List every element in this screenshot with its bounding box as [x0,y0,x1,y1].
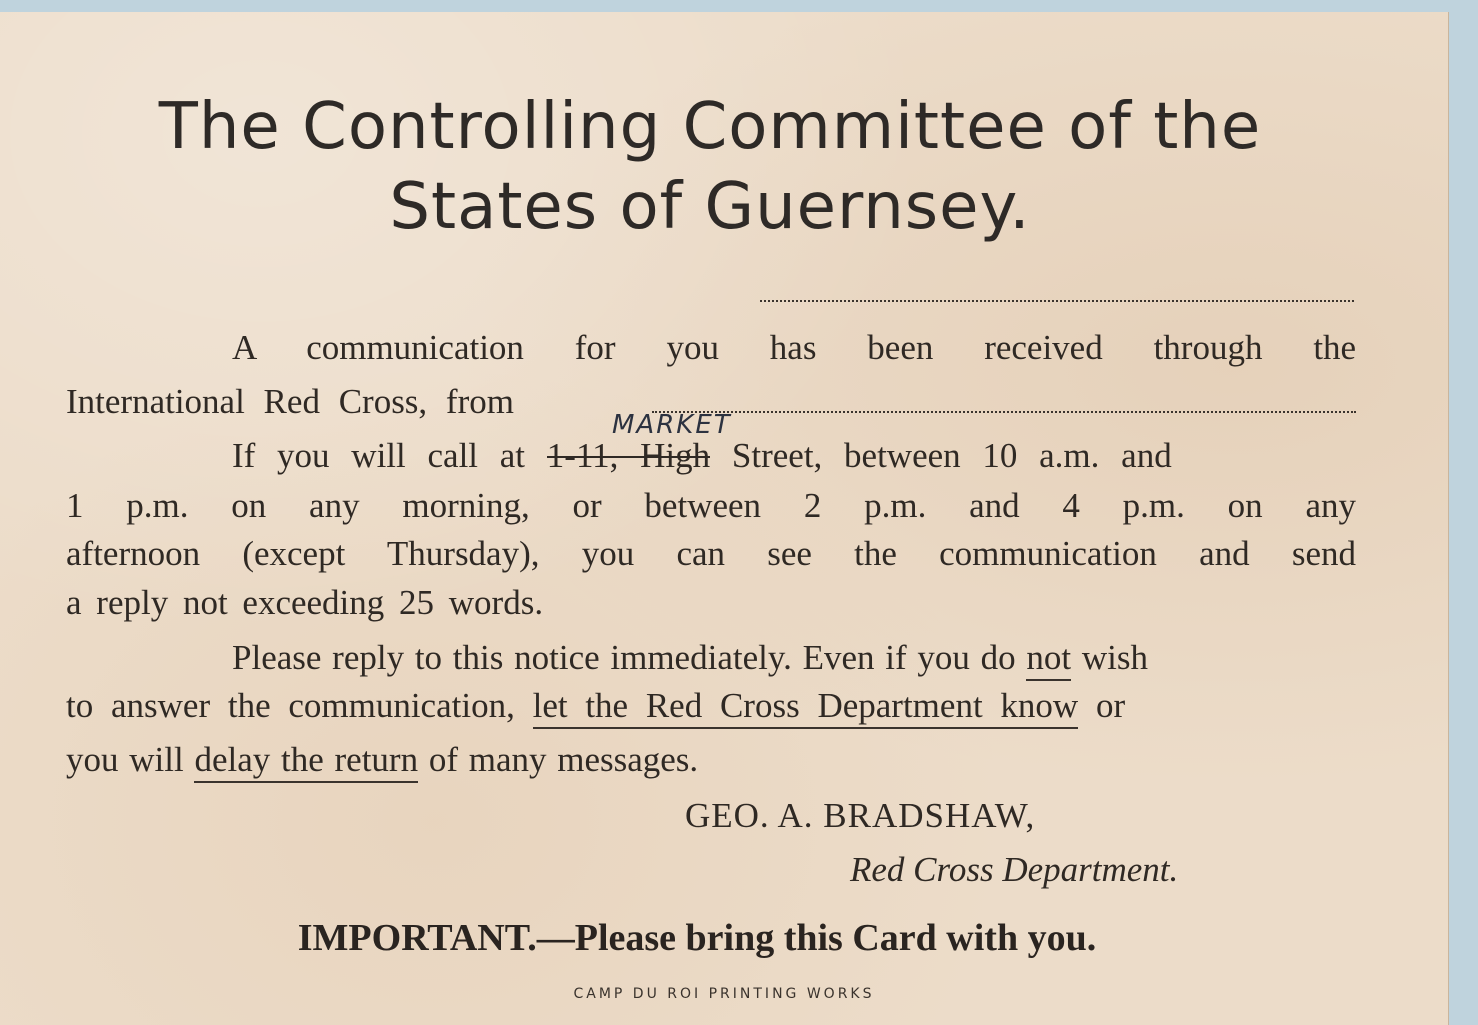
sender-dotted-line [652,411,1356,413]
word: A [232,328,256,367]
word: the [1313,328,1357,367]
word: for [574,328,616,367]
card-title-line1: The Controlling Committee of the [158,90,1262,164]
word: received [984,328,1103,367]
para2-line1-start: If you will call at [232,436,526,475]
para1-line1 [66,328,1356,368]
underlined-red-cross-department: let the Red Cross Department know [533,686,1079,729]
important-notice: IMPORTANT.—Please bring this Card with you. [297,917,1097,959]
para3-line1-start: Please reply to this notice immediately. Even if you do [232,638,1016,677]
para2-line2: 1 p.m. on any morning, or between 2 p.m. and 4 p.m. on any [66,486,1356,525]
printer-imprint: CAMP DU ROI PRINTING WORKS [573,986,875,1002]
card-title-line2: States of Guernsey. [389,170,1031,244]
para3-line2 [66,686,1356,726]
para3-line1-end: wish [1081,638,1148,677]
para3-line2-start: to answer the communication, [66,686,515,725]
struck-address: 1-11, High [546,436,711,475]
para2-line1-end: Street, between 10 a.m. and [731,436,1172,475]
para3-line3-start: you will [66,740,184,779]
signature-department: Red Cross Department. [850,850,1179,889]
underlined-not: not [1026,638,1071,681]
handwritten-market: MARKET [612,410,732,440]
word: through [1153,328,1263,367]
para3-line3 [66,740,1356,780]
underlined-delay-return: delay the return [194,740,418,783]
para3-line1 [66,638,1356,678]
para2-line1 [66,436,1356,476]
para3-line2-end: or [1095,686,1126,725]
word: you [666,328,719,367]
red-cross-notice-card [0,12,1448,1025]
para1-line2: International Red Cross, from [66,382,514,421]
para2-line4: a reply not exceeding 25 words. [66,583,544,622]
date-dotted-line [760,300,1354,302]
signature-name: GEO. A. BRADSHAW, [685,796,1036,835]
para2-line3: afternoon (except Thursday), you can see the communication and send [66,534,1356,573]
para3-line3-end: of many messages. [428,740,699,779]
word: been [867,328,934,367]
word: communication [306,328,524,367]
word: has [769,328,817,367]
